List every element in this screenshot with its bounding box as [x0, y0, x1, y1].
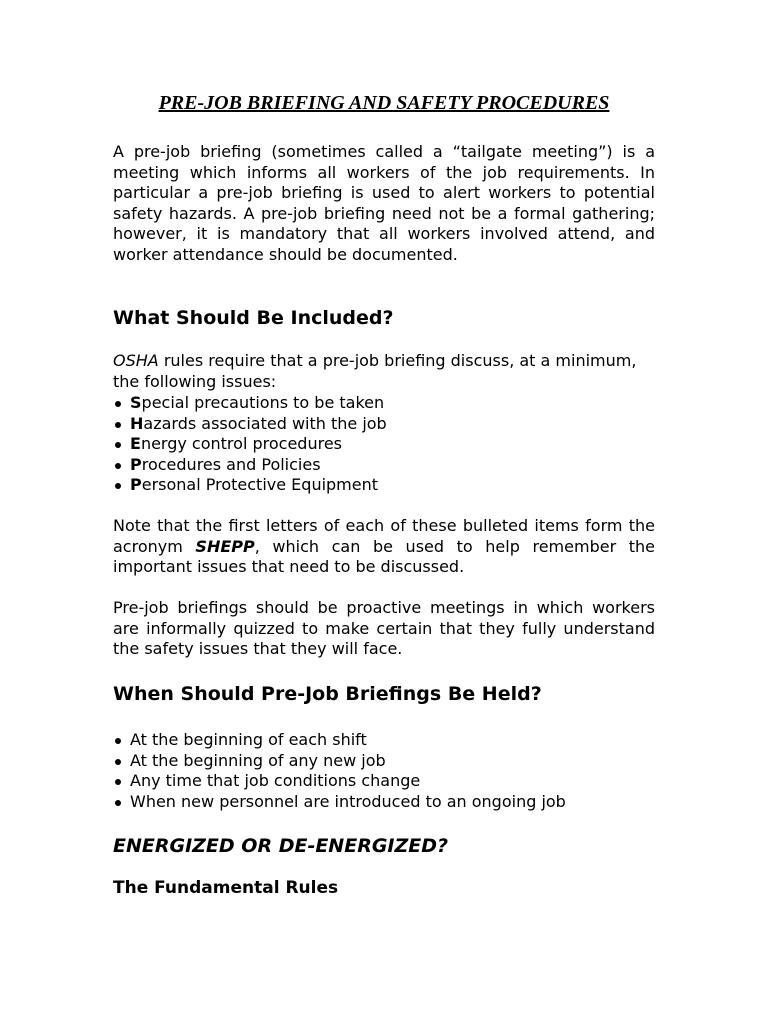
- bullet-icon: [115, 442, 121, 448]
- osha-term: OSHA: [113, 351, 159, 370]
- item-text: When new personnel are introduced to an ongoing job: [130, 791, 566, 811]
- bullet-icon: [115, 401, 121, 407]
- list-item: [113, 792, 566, 813]
- list-item: [113, 434, 387, 455]
- item-text: pecial precautions to be taken: [141, 393, 385, 412]
- item-text: nergy control procedures: [140, 434, 342, 454]
- item-text: At the beginning of each shift: [130, 730, 367, 749]
- item-text: Any time that job conditions change: [130, 771, 421, 791]
- when-list: [113, 730, 566, 812]
- heading-what-included: What Should Be Included?: [113, 307, 394, 329]
- bullet-icon: [115, 483, 121, 489]
- item-initial: P: [130, 475, 142, 495]
- bullet-icon: [115, 759, 121, 765]
- heading-when-held: When Should Pre-Job Briefings Be Held?: [113, 683, 542, 705]
- list-item: [113, 771, 566, 792]
- bullet-icon: [115, 463, 121, 469]
- bullet-icon: [115, 800, 121, 806]
- item-initial: E: [130, 434, 141, 454]
- osha-intro: [113, 351, 655, 392]
- item-initial: S: [130, 393, 142, 412]
- acronym-note: [113, 516, 655, 578]
- item-initial: H: [130, 413, 144, 433]
- item-text: rocedures and Policies: [141, 454, 321, 474]
- note-text-before: Note that the first letters of each of these bulleted items form the acronym: [113, 516, 655, 556]
- bullet-icon: [115, 779, 121, 785]
- intro-paragraph: A pre-job briefing (sometimes called a “tailgate meeting”) is a meeting which informs all workers of the job requirements. In particular a pre-job briefing is used to alert workers to potential safety hazards. A pre-job briefing need not be a formal gathering; however, it is mandatory that all workers involved attend, and worker attendance should be documented.: [113, 142, 655, 264]
- heading-energized: ENERGIZED OR DE-ENERGIZED?: [113, 835, 449, 857]
- list-item: [113, 414, 387, 435]
- list-item: [113, 393, 387, 414]
- proactive-paragraph: Pre-job briefings should be proactive meetings in which workers are informally quizzed to make certain that they fully understand the safety issues that they will face.: [113, 598, 655, 659]
- subheading-fundamental-rules: The Fundamental Rules: [113, 878, 339, 898]
- list-item: [113, 730, 566, 751]
- item-text: ersonal Protective Equipment: [141, 475, 379, 495]
- list-item: [113, 475, 387, 496]
- list-item: [113, 751, 566, 772]
- item-initial: P: [130, 454, 142, 474]
- document-title: PRE-JOB BRIEFING AND SAFETY PROCEDURES: [158, 92, 610, 114]
- bullet-icon: [115, 738, 121, 744]
- included-list: [113, 393, 387, 496]
- bullet-icon: [115, 422, 121, 428]
- item-text: At the beginning of any new job: [130, 750, 386, 770]
- item-text: azards associated with the job: [143, 413, 387, 433]
- note-text-after: , which can be used to help remember the important issues that need to be discussed.: [113, 536, 656, 577]
- osha-intro-text: rules require that a pre-job briefing discuss, at a minimum, the following issues:: [113, 351, 637, 391]
- list-item: [113, 455, 387, 476]
- acronym-shepp: SHEPP: [195, 536, 255, 556]
